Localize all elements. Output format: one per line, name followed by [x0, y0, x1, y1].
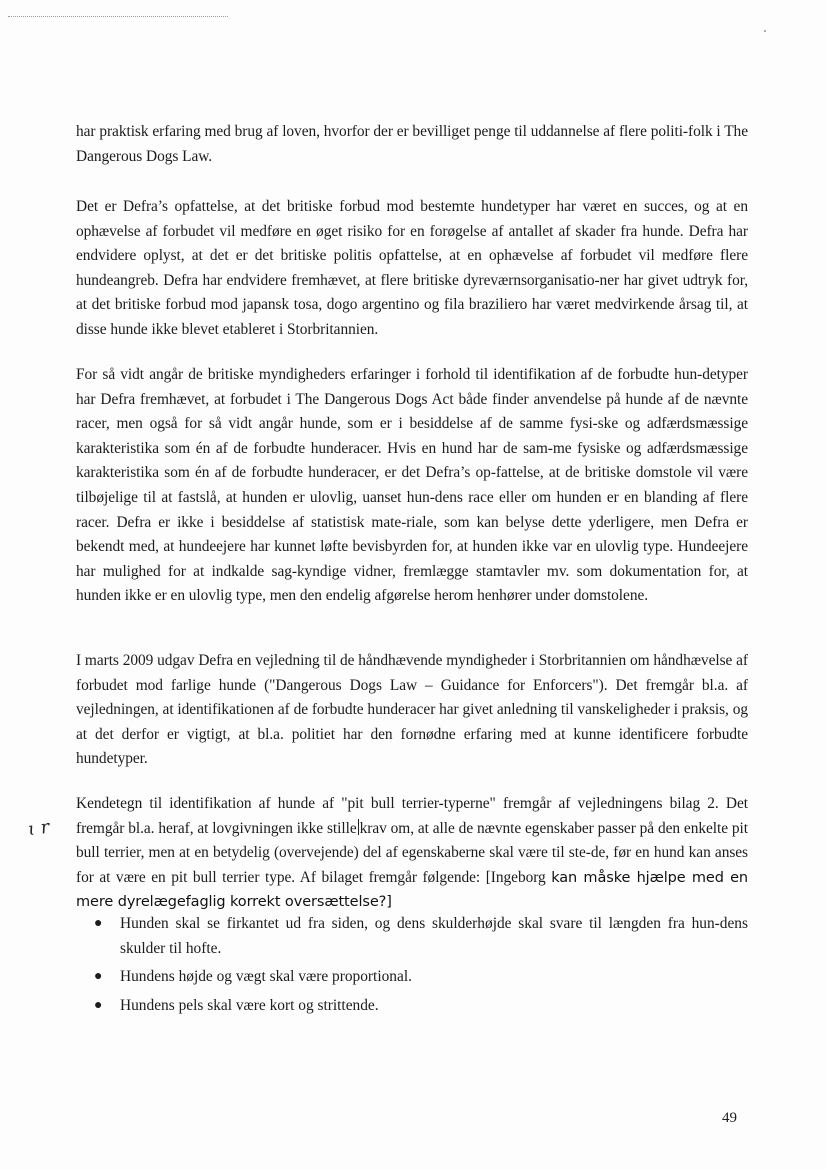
- paragraph-5-part-1: Kendetegn til identifikation af hunde af "pit bull terrier-typerne" fremgår af vejledningens bilag 2. Det fremgår bl.a. heraf, at lovgivningen ikke stille: [76, 795, 748, 837]
- bullet-icon: ●: [94, 969, 103, 985]
- handwritten-margin-mark: ɩ r: [26, 816, 51, 841]
- editor-annotation: kan måske hjælpe med en mere dyrelægefaglig korrekt oversættelse?]: [76, 869, 748, 911]
- list-item: [90, 994, 748, 1019]
- paragraph-5: [76, 792, 748, 915]
- bullet-list: [90, 912, 748, 1022]
- bullet-icon: ●: [94, 916, 103, 931]
- scan-artifact-dot: [764, 30, 766, 32]
- scan-artifact-dots: [8, 16, 228, 17]
- list-item-text: Hundens højde og vægt skal være proportional.: [120, 968, 412, 986]
- paragraph-text: I marts 2009 udgav Defra en vejledning til de håndhævende myndigheder i Storbritannien om håndhævelse af forbudet mod farlige hunde ("Dangerous Dogs Law – Guidance for Enforcers"). Det fremgår bl.a. af vejledningen, at identifikationen af de forbudte hunderacer har givet anledning til vanskeligheder i praksis, og at det derfor er vigtigt, at bl.a. politiet har den fornødne erfaring med at kunne identificere forbudte hundetyper.: [76, 652, 748, 768]
- list-item-text: Hunden skal se firkantet ud fra siden, og dens skulderhøjde skal svare til længden fra hun-dens skulder til hofte.: [120, 915, 748, 957]
- paragraph-4: [76, 649, 748, 772]
- paragraph-2: [76, 195, 748, 343]
- paragraph-5-part-2: krav om, at alle de nævnte egenskaber passer på den enkelte pit bull terrier, men at en betydelig (overvejende) del af egenskaberne skal være til ste-de, før en hund kan anses for at være en pit bull terrier type. Af bilaget fremgår følgende: [Ingeborg: [76, 819, 748, 886]
- list-item: [90, 912, 748, 961]
- page-number: 49: [722, 1110, 737, 1126]
- text-cursor-mark: [358, 819, 359, 835]
- bullet-icon: ●: [94, 997, 103, 1013]
- paragraph-text: [76, 792, 748, 915]
- paragraph-text: har praktisk erfaring med brug af loven, hvorfor der er bevilliget penge til uddannelse af flere politi-folk i The Dangerous Dogs Law.: [76, 123, 748, 165]
- list-item-text: Hundens pels skal være kort og strittende.: [120, 996, 379, 1014]
- paragraph-text: For så vidt angår de britiske myndigheders erfaringer i forhold til identifikation af de forbudte hun-detyper har Defra fremhævet, at forbudet i The Dangerous Dogs Act både finder anvendelse på hunde af de nævnte racer, men også for så vidt angår hunde, som er i besiddelse af de samme fysi-ske og adfærdsmæssige karakteristika som én af de forbudte hunderacer. Hvis en hund har de sam-me fysiske og adfærdsmæssige karakteristika som én af de forbudte hunderacer, er det Defra’s op-fattelse, at de britiske domstole vil være tilbøjelige til at fastslå, at hunden er ulovlig, uanset hun-dens race eller om hunden er en blanding af flere racer. Defra er ikke i besiddelse af statistisk mate-riale, som kan belyse dette yderligere, men Defra er bekendt med, at hundeejere har kunnet løfte bevisbyrden for, at hunden ikke var en ulovlig type. Hundeejere har mulighed for at indkalde sag-kyndige vidner, fremlægge stamtavler mv. som dokumentation for, at hunden ikke er en ulovlig type, men den endelig afgørelse herom henhører under domstolene.: [76, 366, 748, 605]
- list-item: [90, 965, 748, 990]
- paragraph-text: Det er Defra’s opfattelse, at det britiske forbud mod bestemte hundetyper har været en succes, og at en ophævelse af forbudet vil medføre en øget risiko for en forøgelse af antallet af skader fra hunde. Defra har endvidere oplyst, at det er det britiske politis opfattelse, at en ophævelse af forbudet vil medføre flere hundeangreb. Defra har endvidere fremhævet, at flere britiske dyreværnsorganisatio-ner har givet udtryk for, at det britiske forbud mod japansk tosa, dogo argentino og fila braziliero har været medvirkende årsag til, at disse hunde ikke blevet etableret i Storbritannien.: [76, 198, 748, 338]
- paragraph-3: [76, 363, 748, 609]
- paragraph-1: [76, 120, 748, 169]
